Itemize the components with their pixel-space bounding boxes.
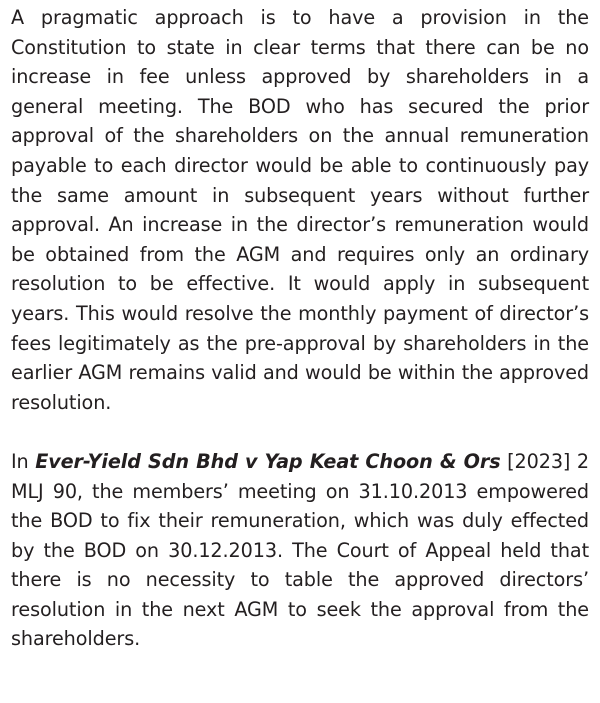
paragraph-text: A pragmatic approach is to have a provision in the Constitution to state in clear terms that there can be no increase in fee unless approved by shareholders in a general meeting. The BOD who has secured the prior approval of the shareholders on the annual remuneration payable to each director would be able to continuously pay the same amount in subsequent years without further approval. An increase in the director’s remuneration would be obtained from the AGM and requires only an ordinary resolution to be effective. It would apply in subsequent years. This would resolve the monthly payment of director’s fees legitimately as the pre-approval by shareholders in the earlier AGM remains valid and would be within the approved resolution. — [11, 6, 589, 414]
paragraph-pragmatic-approach — [11, 3, 589, 417]
case-citation-name: Ever-Yield Sdn Bhd v Yap Keat Choon & Ors — [35, 449, 501, 473]
paragraph-text: [2023] 2 MLJ 90, the members’ meeting on 31.10.2013 empowered the BOD to fix their remuneration, which was duly effected by the BOD on 30.12.2013. The Court of Appeal held that there is no necessity to table the approved directors’ resolution in the next AGM to seek the approval from the shareholders. — [11, 449, 589, 651]
paragraph-prefix: In — [11, 449, 36, 473]
paragraph-case-law — [11, 447, 589, 654]
